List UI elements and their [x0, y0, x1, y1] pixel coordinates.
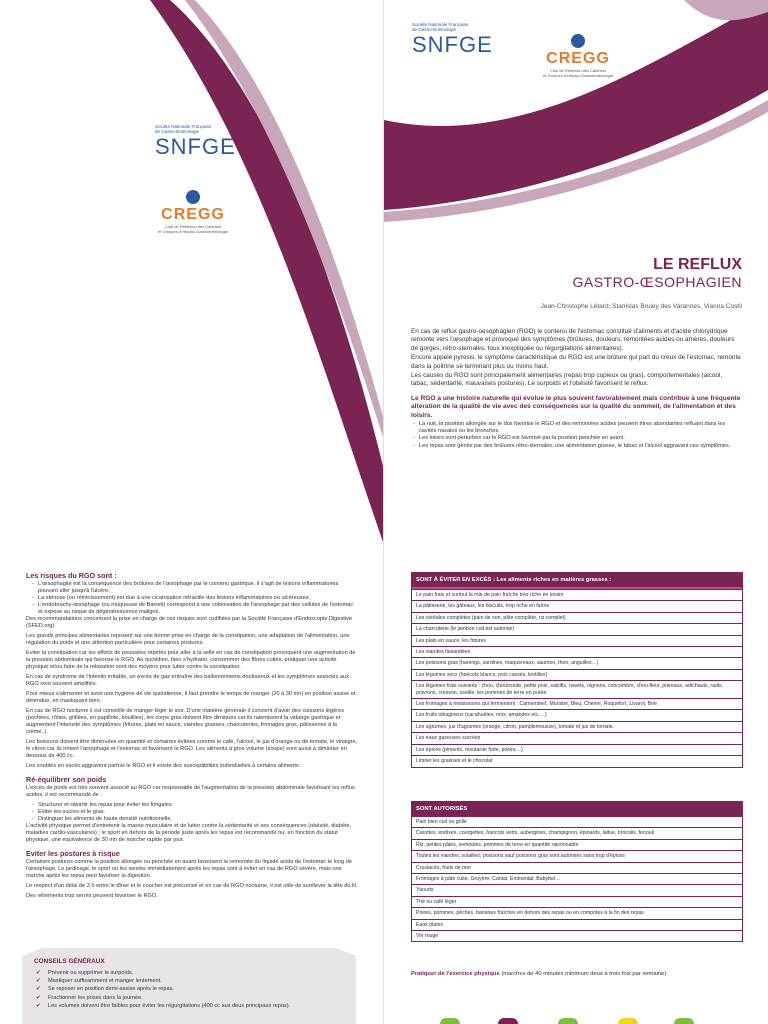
check-icon: ✔ — [36, 970, 41, 976]
allowed-row: Thé ou café léger — [412, 896, 742, 907]
snfge-line1-cover: Société Nationale Française — [412, 22, 469, 27]
allowed-row: Toutes les viandes, volailles, poissons sauf poissons gras sont autorisés sans trop d'épices — [412, 850, 742, 861]
allowed-foods-table — [411, 801, 743, 942]
authors: Jean-Christophe Létard, Stanislas Bruley des Varannes, Vianna Costil — [540, 303, 742, 310]
snfge-line2: de Gastro-Entérologie — [155, 129, 200, 134]
avoid-row: La charcuterie (le jambon cuit est autorisé) — [412, 623, 742, 634]
avoid-row: Les poissons gras (harengs, sardines, maquereaux, saumon, thon, anguilles…) — [412, 657, 742, 668]
walker-icon — [498, 1018, 518, 1024]
back-cover-panel — [0, 0, 384, 560]
avoid-row: Les épices (piments, moutarde forte, poivre…) — [412, 744, 742, 755]
allowed-row: Poires, pommes, pêches, bananes fraîches en dehors des repas ou en compotes à la fin des repas — [412, 907, 742, 918]
body-paragraph: En cas de syndrome de l'intestin irritable, un excès de gaz entraîne des ballonnements douloureux et les symptômes associés aux RGO sont souvent amplifiés. — [26, 674, 349, 687]
check-icon: ✔ — [36, 1002, 41, 1009]
snfge-logo-cover — [412, 22, 493, 58]
avoid-row: Les légumes frais suivants : chou, choucroute, petits pois, salsifis, navets, oignons, concombre, chou-fleur, poireaux, artichauts, radis, poivrons, cresson, oseille, les pommes de terre en purée — [412, 680, 742, 698]
walker-icon — [618, 1018, 638, 1024]
intro-bullet: - Les loisirs sont perturbés car le RGO est favorisé par la position penchée en avant. — [411, 435, 741, 442]
advice-box-top-edge — [22, 948, 356, 958]
avoid-row: Les eaux gazeuses sucrées — [412, 732, 742, 743]
weight-item: - Structurer et répartir les repas pour éviter les fringales. — [26, 802, 358, 809]
allowed-row: Eaux plates — [412, 919, 742, 930]
allowed-row: Crustacés, fruits de mer — [412, 862, 742, 873]
avoid-row: Les viandes faisandées — [412, 646, 742, 657]
body-paragraph: L'excès de poids est très souvent associé au RGO car responsable de l'augmentation de la pression abdominale favorisant les reflux acides, il est recommandé de : — [26, 785, 355, 798]
walker-icon — [440, 1018, 460, 1024]
avoid-row: Les plats en sauce, les fritures — [412, 635, 742, 646]
allowed-row: Carottes, endives, courgettes, haricots verts, aubergines, champignon, épinards, laitue, brocolis, fenouil — [412, 827, 742, 838]
snfge-logo — [155, 124, 236, 160]
body-paragraph: Des recommandations concernant la prise en charge de ces risques sont codifiées par la Société Française d'Endoscopie Digestive (SFED.org). — [26, 616, 352, 629]
avoid-row: Le pain frais et surtout la mie de pain fraîche très riche en levain — [412, 589, 742, 600]
title-line1: LE REFLUX — [653, 256, 742, 273]
weight-item: - Distinguer les aliments de haute densité nutritionnelle. — [26, 816, 358, 823]
intro-paragraph: Encore appelé pyrosis, le symptôme caractéristique du RGO est une brûlure qui part du creux de l'estomac, remonte dans la poitrine se terminant plus ou moins haut. — [411, 354, 741, 370]
intro-text — [411, 328, 741, 450]
allowed-table-header: SONT AUTORISÉS — [412, 802, 742, 816]
avoid-row: Les agrumes, jus d'agrumes (orange, citron, pamplemousse), tomate et jus de tomate. — [412, 721, 742, 732]
section-heading-postures: Eviter les postures à risque — [26, 849, 120, 858]
document-title — [572, 256, 742, 290]
cregg-line1-cover: Club de Réflexion des Cabinets — [549, 68, 607, 73]
general-advice-box — [22, 948, 356, 1024]
body-paragraph: Certaines postures comme la position allongée ou penchée en avant favorisent la remontée du liquide acide de l'estomac le long de l'œsophage. Le jardinage, le sport ou les siestes immédiatement après les repas sont à éviter en cas de RGO sévère, mais une marche après les repas peut favoriser la digestion. — [26, 859, 353, 879]
advice-heading: CONSEILS GÉNÉRAUX — [34, 958, 105, 965]
walker-icon — [558, 1018, 578, 1024]
risks-column — [26, 566, 358, 903]
body-paragraph: Pour mieux s'alimenter et avoir une hygiène de vie quotidienne, il faut prendre le temps de manger (20 à 30 mn) en position assise et détendue, en mastiquant bien. — [26, 691, 356, 704]
weight-item: - Eviter les sucres et le gras. — [26, 809, 358, 816]
check-icon: ✔ — [36, 978, 41, 985]
avoid-row: Les fruits oléagineux (cacahuètes, noix, amandes etc.…) — [412, 709, 742, 720]
intro-paragraph: Les causes du RGO sont principalement alimentaires (repas trop copieux ou gras), comportementales (alcool, tabac, sédentarité, mauvaises postures). Le surpoids et l'obésité favorisent le reflux. — [411, 372, 723, 388]
snfge-name: SNFGE — [155, 134, 236, 159]
cregg-logo-cover — [528, 34, 628, 78]
intro-bullet: - La nuit, la position allongée sur le dos favorise le RGO et des remontées acides peuvent êtres abondantes refluant dans les cavités nasales ou les bronches. — [411, 421, 741, 435]
risk-item: - L'œsophagite est la conséquence des brûlures de l'œsophage par le contenu gastrique, il s'agit de lésions inflammatoires pouvant aller jusqu'à l'ulcère. — [26, 581, 358, 595]
allowed-row: Yaourts — [412, 884, 742, 895]
check-icon: ✔ — [36, 986, 41, 993]
cregg-emblem-icon — [186, 190, 200, 204]
cregg-emblem-icon — [571, 34, 585, 48]
body-paragraph: L'activité physique permet d'entretenir la masse musculaire et de lutter contre la sédentarité et ses conséquences (obésité, diabète, maladies cardio-vasculaires) ; le sport en dehors de la période juste après les repas est recommandé ou, en fonction du statut physique, une équivalence de 30 mn de marche rapide par jour. — [26, 823, 352, 843]
body-paragraph: Les crudités en excès aggravent parfois le RGO et il existe des susceptibilités individuelles à certains aliments. — [26, 763, 301, 769]
advice-item — [22, 1002, 356, 1010]
avoid-table-header: SONT À ÉVITER EN EXCÈS : Les aliments riches en matières grasses : — [412, 573, 742, 589]
risk-item: - La sténose (ou rétrécissement) est due à une cicatrisation rétractile des lésions inflammatoires ou ulcéreuses. — [26, 595, 358, 602]
body-paragraph: Le respect d'un délai de 3 h entre le dîner et le coucher est préconisé et en cas de RGO nocturne, il est utile de surélever la tête du lit. — [26, 883, 358, 889]
section-heading-weight: Ré-équilibrer son poids — [26, 775, 107, 784]
avoid-row: Les légumes secs (haricots blancs, pois cassés, lentilles) — [412, 669, 742, 680]
snfge-line2-cover: de Gastro-Entérologie — [412, 27, 457, 32]
check-icon: ✔ — [36, 994, 41, 1001]
intro-paragraph: En cas de reflux gastro-oesophagien (RGO) le contenu de l'estomac constitué d'aliments et d'acide chlorydrique remonte vers l'œsophage et provoque des symptômes (brûlures, douleurs, remontées acides ou amères, douleurs de gorges, rétro-sternales, toux inexpliquée ou régurgitations alimentaires). — [411, 328, 735, 352]
allowed-row: Riz, petites pâtes, semoules, pommes de terre en quantité raisonnable — [412, 839, 742, 850]
avoid-row: Les fromages à moisissures qui fermentent : Camembert, Munster, Bleu, Chèvre, Roquefort, Livarot, Brie — [412, 698, 742, 709]
advice-text: Les volumes doivent être faibles pour éviter les régurgitations (400 cc aux deux principaux repas). — [48, 1002, 291, 1009]
snfge-name-cover: SNFGE — [412, 32, 493, 57]
exercise-bold: Pratiquer de l'exercice physique — [411, 971, 500, 977]
cregg-name-cover: CREGG — [546, 50, 610, 67]
body-paragraph: Les boissons doivent être diminuées en quantité et certaines évitées comme le café, l'alcool, le jus d'orange ou de tomate, le vinaigre, le citron car ils irritent l'œsophage et l'estomac et favorisent le RGO. Les aliments à gros volume (soupe) sont aussi à diminuer en dessous de 400 cc. — [26, 739, 358, 759]
advice-text: Fractionner les prises dans la journée. — [48, 994, 143, 1001]
walker-icon — [674, 1018, 694, 1024]
cregg-name: CREGG — [161, 206, 225, 223]
advice-item — [22, 994, 356, 1002]
avoid-row: Limiter les graisses et le chocolat — [412, 755, 742, 766]
cregg-line1: Club de Réflexion des Cabinets — [164, 224, 222, 229]
advice-text: Mastiquer suffisamment et manger lentement. — [48, 978, 162, 985]
advice-text: Se reposer en position demi-assise après le repas. — [48, 986, 174, 993]
foods-to-avoid-table — [411, 572, 743, 768]
allowed-row: Fromages à pâte cuite, Gruyère, Cantal, Emmental, Babybel… — [412, 873, 742, 884]
advice-item — [22, 969, 356, 977]
body-paragraph: Des vêtements trop serrés peuvent favoriser le RGO. — [26, 893, 158, 899]
body-paragraph: Eviter la constipation car les efforts de poussées répétés pour aller à la selle en cas de constipation provoquent une augmentation de la pression abdominale qui favorise le RGO. Au quotidien, bien s'hydrater, consommer des fibres cuites, pratiquer une activité physique et/ou faire de la relaxation sont des moyens pour lutter contre la constipation. — [26, 650, 356, 670]
exercise-rest: (marches de 40 minutes minimum deux à trois fois par semaine) — [499, 971, 667, 977]
advice-text: Prévenir ou supprimer le surpoids. — [48, 970, 134, 976]
intro-lead: Le RGO a une histoire naturelle qui évolue le plus souvent favorablement mais contribue à une fréquente altération de la qualité de vie avec des conséquences sur la qualité du sommeil, de l'alimentation et des loisirs. — [411, 394, 741, 419]
avoid-row: La pâtisserie, les gâteaux, les biscuits, trop riche en farine — [412, 600, 742, 611]
decorative-wave — [0, 0, 384, 560]
avoid-row: Les céréales complètes (pain de son, pâte complète, riz complet) — [412, 612, 742, 623]
cregg-line2-cover: et Groupes d'Hépato-Gastroentérologie — [543, 73, 613, 78]
walking-figures — [440, 1018, 740, 1024]
allowed-row: Pain bien cuit ou grillé — [412, 816, 742, 827]
body-paragraph: Les grands principes alimentaires reposent sur une bonne prise en charge de la constipation, une adaptation de l'alimentation, une régulation du poids et une attention particulière pour certaines postures. — [26, 633, 350, 646]
advice-item — [22, 977, 356, 985]
advice-item — [22, 985, 356, 993]
cregg-line2: et Groupes d'Hépato-Gastroentérologie — [158, 229, 228, 234]
allowed-row: Vin rouge — [412, 930, 742, 941]
section-heading-risks: Les risques du RGO sont : — [26, 571, 117, 580]
risk-item: - L'endobrachy-œsophage (ou muqueuse de Barrett) correspond à une colonisation de l'œsophage par des cellules de l'estomac et expose au risque de dégénérescence maligne. — [26, 602, 358, 616]
intro-bullet: - Les repas sont gênés par des brûlures rétro-sternales, une alimentation grasse, le tabac et l'alcool aggravant ces symptômes. — [411, 443, 741, 450]
cregg-logo — [148, 190, 238, 234]
body-paragraph: En cas de RGO nocturne il est conseillé de manger léger le soir. D'une manière générale il convient d'avoir des cuissons légères (pochées, rôties, grillées, en papillote, bouillies), les corps gras doivent être diminués car ils ralentissent la vidange gastrique et augmentent l'intensité des symptômes (fritures, plats en sauce, viandes grasses, charcuteries, fromages gras, pâtisseries à la crème..). — [26, 708, 345, 735]
exercise-note — [411, 971, 666, 977]
snfge-line1: Société Nationale Française — [155, 124, 212, 129]
title-line2: GASTRO-ŒSOPHAGIEN — [572, 274, 742, 290]
fold-line-vertical — [383, 0, 384, 1024]
